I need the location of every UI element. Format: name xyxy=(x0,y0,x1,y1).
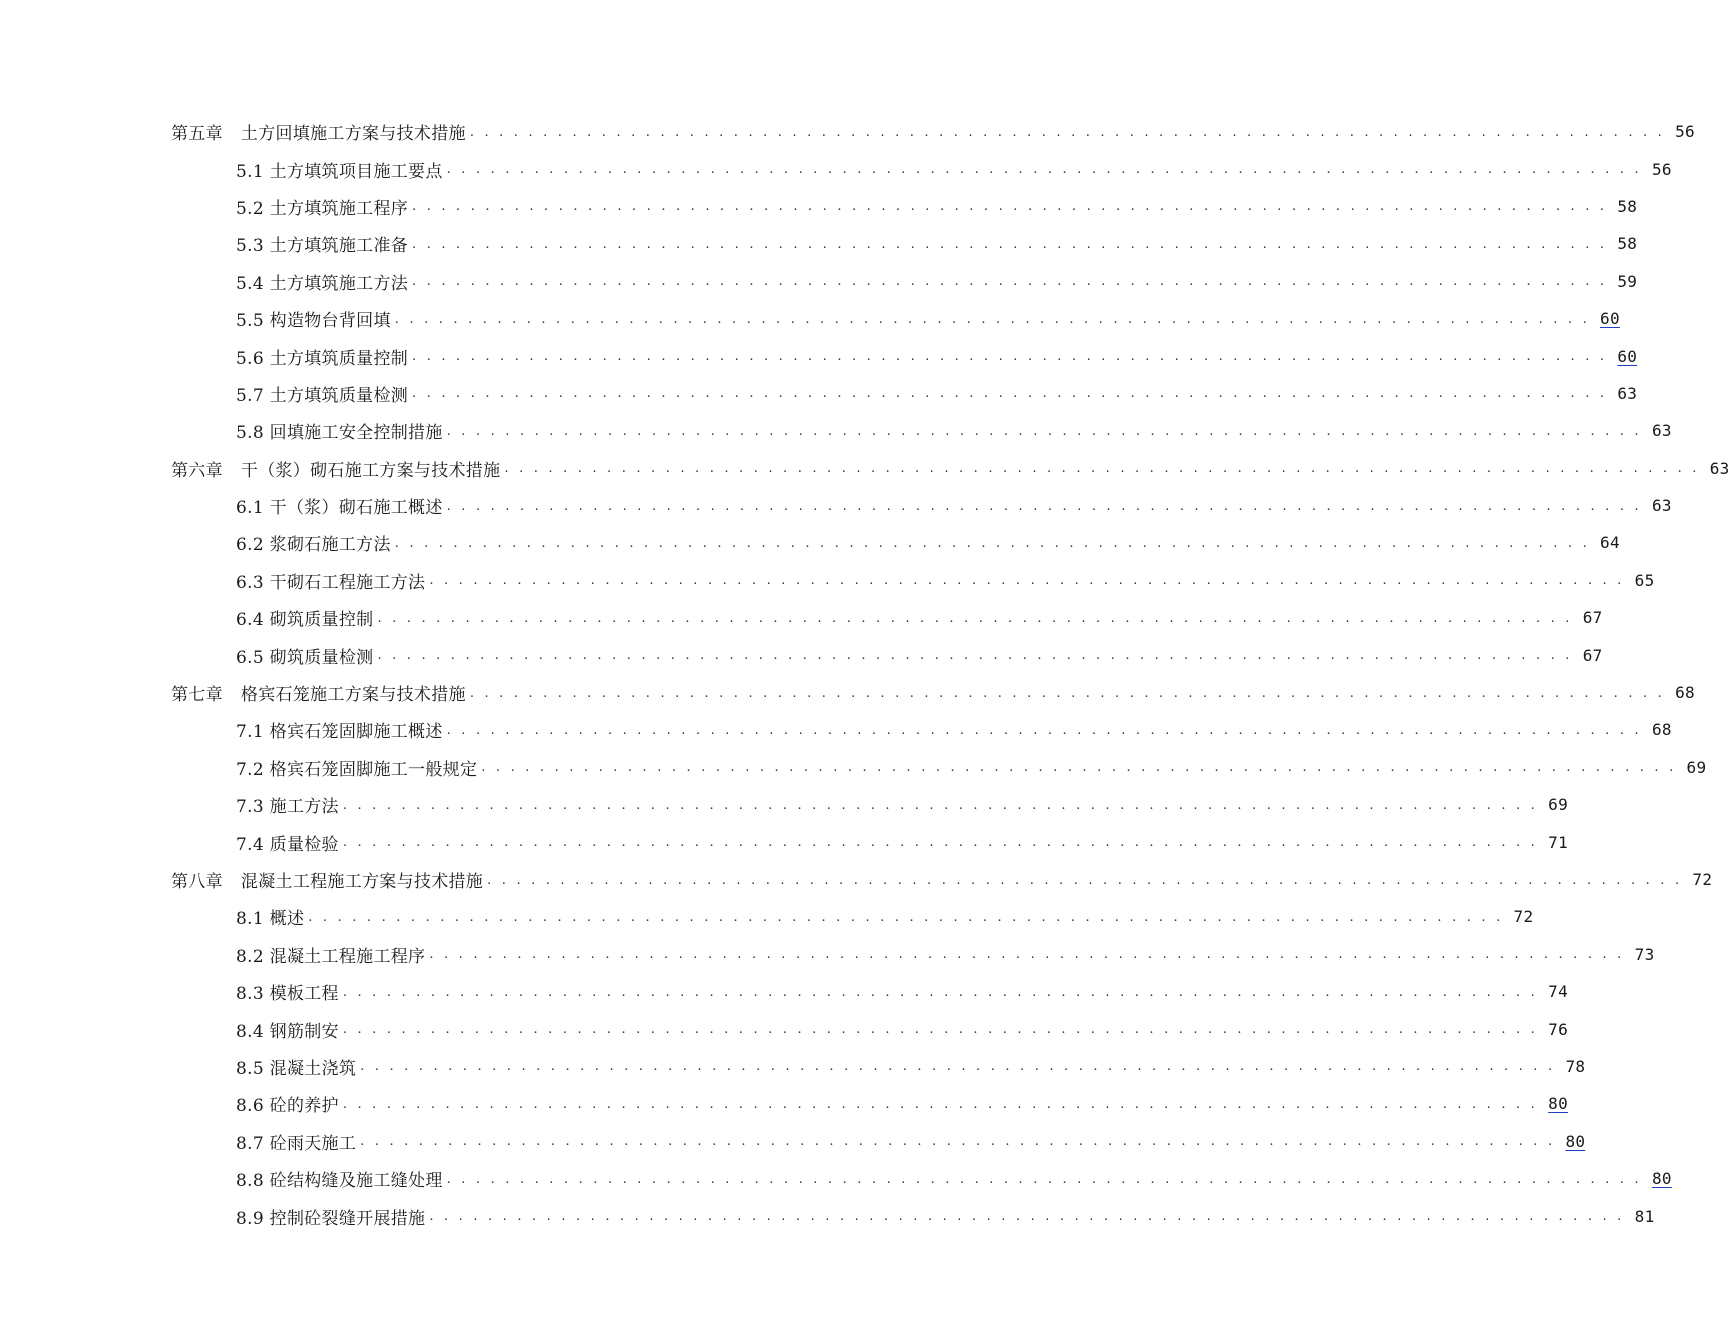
page-number: 67 xyxy=(1582,608,1603,628)
chapter-title: 土方回填施工方案与技术措施 xyxy=(240,124,466,145)
toc-entry-title: 7.3 施工方法 xyxy=(236,792,343,817)
chapter-number: 第八章 xyxy=(171,872,223,892)
dot-leader: . . . . . . . . . . . . . . . . . . . . . . . . . . . . . . . . . . . . . . . . . . . . . . . . . . . . . . . . . . . . . . . . . . . . . . . . . . . . . . . . . . xyxy=(360,1134,1556,1150)
table-of-contents xyxy=(0,113,1730,1235)
toc-entry-title: 6.1 干（浆）砌石施工概述 xyxy=(236,493,447,518)
toc-section-entry[interactable] xyxy=(0,337,1638,374)
page-number: 69 xyxy=(1548,795,1569,815)
toc-section-entry[interactable] xyxy=(0,936,1655,973)
page-number: 72 xyxy=(1513,907,1534,927)
page-number: 63 xyxy=(1617,383,1638,403)
toc-entry-title: 6.4 砌筑质量控制 xyxy=(236,605,377,630)
page-number: 58 xyxy=(1617,196,1638,216)
toc-entry-title: 5.8 回填施工安全控制措施 xyxy=(236,418,447,443)
dot-leader: . . . . . . . . . . . . . . . . . . . . . . . . . . . . . . . . . . . . . . . . . . . . . . . . . . . . . . . . . . . . . . . . . . . . . . . . . . . . . . . . . . xyxy=(342,1096,1539,1112)
toc-entry-title: 8.7 砼雨天施工 xyxy=(236,1129,360,1154)
page-number[interactable]: 80 xyxy=(1548,1094,1569,1114)
dot-leader: . . . . . . . . . . . . . . . . . . . . . . . . . . . . . . . . . . . . . . . . . . . . . . . . . . . . . . . . . . . . . . . . . . . . . . . . . . . . . . . . . . xyxy=(446,498,1642,514)
toc-entry-title: 8.4 钢筋制安 xyxy=(236,1017,343,1042)
dot-leader: . . . . . . . . . . . . . . . . . . . . . . . . . . . . . . . . . . . . . . . . . . . . . . . . . . . . . . . . . . . . . . . . . . . . . . . . . . . . . . . . . . xyxy=(481,760,1677,776)
toc-entry-title: 5.7 土方填筑质量检测 xyxy=(236,381,412,406)
toc-entry-title: 8.3 模板工程 xyxy=(236,979,343,1004)
page-number: 63 xyxy=(1709,458,1730,478)
dot-leader: . . . . . . . . . . . . . . . . . . . . . . . . . . . . . . . . . . . . . . . . . . . . . . . . . . . . . . . . . . . . . . . . . . . . . . . . . . . . . . . . . . xyxy=(342,797,1539,813)
toc-entry-title xyxy=(171,867,487,892)
dot-leader: . . . . . . . . . . . . . . . . . . . . . . . . . . . . . . . . . . . . . . . . . . . . . . . . . . . . . . . . . . . . . . . . . . . . . . . . . . . . . . . . . . xyxy=(342,1022,1539,1038)
toc-entry-title: 8.2 混凝土工程施工程序 xyxy=(236,942,429,967)
dot-leader: . . . . . . . . . . . . . . . . . . . . . . . . . . . . . . . . . . . . . . . . . . . . . . . . . . . . . . . . . . . . . . . . . . . . . . . . . . . . . . . . . . xyxy=(446,722,1642,738)
page-number: 71 xyxy=(1548,832,1569,852)
page-number: 63 xyxy=(1651,421,1672,441)
toc-section-entry[interactable] xyxy=(0,973,1569,1010)
toc-section-entry[interactable] xyxy=(0,898,1534,935)
toc-entry-title: 5.2 土方填筑施工程序 xyxy=(236,194,412,219)
toc-entry-title: 5.4 土方填筑施工方法 xyxy=(236,269,412,294)
chapter-title: 格宾石笼施工方案与技术措施 xyxy=(240,685,466,706)
toc-chapter-entry[interactable] xyxy=(0,861,1713,898)
dot-leader: . . . . . . . . . . . . . . . . . . . . . . . . . . . . . . . . . . . . . . . . . . . . . . . . . . . . . . . . . . . . . . . . . . . . . . . . . . . . . . . . . . xyxy=(504,461,1700,477)
dot-leader: . . . . . . . . . . . . . . . . . . . . . . . . . . . . . . . . . . . . . . . . . . . . . . . . . . . . . . . . . . . . . . . . . . . . . . . . . . . . . . . . . . xyxy=(429,947,1625,963)
dot-leader: . . . . . . . . . . . . . . . . . . . . . . . . . . . . . . . . . . . . . . . . . . . . . . . . . . . . . . . . . . . . . . . . . . . . . . . . . . . . . . . . . . xyxy=(308,909,1504,925)
dot-leader: . . . . . . . . . . . . . . . . . . . . . . . . . . . . . . . . . . . . . . . . . . . . . . . . . . . . . . . . . . . . . . . . . . . . . . . . . . . . . . . . . . xyxy=(342,984,1539,1000)
toc-entry-title: 8.1 概述 xyxy=(236,904,308,929)
toc-chapter-entry[interactable] xyxy=(0,450,1730,487)
toc-entry-title: 5.1 土方填筑项目施工要点 xyxy=(236,157,447,182)
page-number: 58 xyxy=(1617,234,1638,254)
dot-leader: . . . . . . . . . . . . . . . . . . . . . . . . . . . . . . . . . . . . . . . . . . . . . . . . . . . . . . . . . . . . . . . . . . . . . . . . . . . . . . . . . . xyxy=(360,1059,1556,1075)
toc-entry-title: 8.6 砼的养护 xyxy=(236,1091,343,1116)
toc-section-entry[interactable] xyxy=(0,375,1638,412)
page-number: 68 xyxy=(1651,720,1672,740)
toc-entry-title xyxy=(171,456,504,481)
page-number[interactable]: 80 xyxy=(1651,1169,1672,1189)
toc-entry-title: 8.8 砼结构缝及施工缝处理 xyxy=(236,1166,447,1191)
page-number: 76 xyxy=(1548,1019,1569,1039)
chapter-number: 第六章 xyxy=(171,460,223,481)
toc-section-entry[interactable] xyxy=(0,524,1620,561)
page-number: 73 xyxy=(1634,944,1655,964)
page-number: 68 xyxy=(1675,683,1695,703)
dot-leader: . . . . . . . . . . . . . . . . . . . . . . . . . . . . . . . . . . . . . . . . . . . . . . . . . . . . . . . . . . . . . . . . . . . . . . . . . . . . . . . . . . xyxy=(446,162,1642,178)
page-number: 72 xyxy=(1692,870,1713,889)
chapter-number: 第五章 xyxy=(171,124,223,145)
toc-entry-title: 8.5 混凝土浇筑 xyxy=(236,1054,360,1079)
dot-leader: . . . . . . . . . . . . . . . . . . . . . . . . . . . . . . . . . . . . . . . . . . . . . . . . . . . . . . . . . . . . . . . . . . . . . . . . . . . . . . . . . . xyxy=(377,648,1573,664)
page-number: 74 xyxy=(1548,982,1569,1002)
toc-entry-title: 5.5 构造物台背回填 xyxy=(236,306,395,331)
dot-leader: . . . . . . . . . . . . . . . . . . . . . . . . . . . . . . . . . . . . . . . . . . . . . . . . . . . . . . . . . . . . . . . . . . . . . . . . . . . . . . . . . . xyxy=(469,124,1665,140)
toc-section-entry[interactable] xyxy=(0,1048,1586,1085)
toc-section-entry[interactable] xyxy=(0,150,1672,187)
toc-entry-title: 6.3 干砌石工程施工方法 xyxy=(236,568,429,593)
toc-section-entry[interactable] xyxy=(0,786,1569,823)
page-number[interactable]: 60 xyxy=(1600,309,1620,329)
toc-section-entry[interactable] xyxy=(0,412,1672,449)
toc-section-entry[interactable] xyxy=(0,1085,1569,1122)
dot-leader: . . . . . . . . . . . . . . . . . . . . . . . . . . . . . . . . . . . . . . . . . . . . . . . . . . . . . . . . . . . . . . . . . . . . . . . . . . . . . . . . . . xyxy=(412,274,1608,290)
dot-leader: . . . . . . . . . . . . . . . . . . . . . . . . . . . . . . . . . . . . . . . . . . . . . . . . . . . . . . . . . . . . . . . . . . . . . . . . . . . . . . . . . . xyxy=(394,535,1590,551)
toc-section-entry[interactable] xyxy=(0,1197,1655,1234)
chapter-number: 第七章 xyxy=(171,685,223,706)
dot-leader: . . . . . . . . . . . . . . . . . . . . . . . . . . . . . . . . . . . . . . . . . . . . . . . . . . . . . . . . . . . . . . . . . . . . . . . . . . . . . . . . . . xyxy=(446,423,1642,439)
toc-section-entry[interactable] xyxy=(0,636,1603,673)
page-number: 63 xyxy=(1651,496,1672,516)
page-number: 78 xyxy=(1565,1056,1586,1076)
toc-section-entry[interactable] xyxy=(0,1010,1569,1047)
page-number: 81 xyxy=(1634,1206,1655,1226)
dot-leader: . . . . . . . . . . . . . . . . . . . . . . . . . . . . . . . . . . . . . . . . . . . . . . . . . . . . . . . . . . . . . . . . . . . . . . . . . . . . . . . . . . xyxy=(412,386,1608,402)
chapter-title: 混凝土工程施工方案与技术措施 xyxy=(240,872,484,892)
toc-section-entry[interactable] xyxy=(0,711,1672,748)
page-number: 69 xyxy=(1686,757,1707,777)
page-number: 67 xyxy=(1582,645,1603,665)
toc-entry-title: 6.2 浆砌石施工方法 xyxy=(236,530,395,555)
toc-section-entry[interactable] xyxy=(0,823,1569,860)
toc-entry-title: 7.2 格宾石笼固脚施工一般规定 xyxy=(236,755,481,780)
page-number: 56 xyxy=(1675,122,1695,142)
toc-entry-title: 7.1 格宾石笼固脚施工概述 xyxy=(236,717,447,742)
toc-section-entry[interactable] xyxy=(0,1160,1672,1197)
toc-chapter-entry[interactable] xyxy=(0,674,1695,711)
dot-leader: . . . . . . . . . . . . . . . . . . . . . . . . . . . . . . . . . . . . . . . . . . . . . . . . . . . . . . . . . . . . . . . . . . . . . . . . . . . . . . . . . . xyxy=(412,349,1608,365)
toc-section-entry[interactable] xyxy=(0,263,1638,300)
toc-chapter-entry[interactable] xyxy=(0,113,1695,150)
dot-leader: . . . . . . . . . . . . . . . . . . . . . . . . . . . . . . . . . . . . . . . . . . . . . . . . . . . . . . . . . . . . . . . . . . . . . . . . . . . . . . . . . . xyxy=(429,573,1625,589)
dot-leader: . . . . . . . . . . . . . . . . . . . . . . . . . . . . . . . . . . . . . . . . . . . . . . . . . . . . . . . . . . . . . . . . . . . . . . . . . . . . . . . . . . xyxy=(377,610,1573,626)
toc-entry-title: 5.6 土方填筑质量控制 xyxy=(236,344,412,369)
dot-leader: . . . . . . . . . . . . . . . . . . . . . . . . . . . . . . . . . . . . . . . . . . . . . . . . . . . . . . . . . . . . . . . . . . . . . . . . . . . . . . . . . . xyxy=(446,1171,1642,1187)
page-number: 56 xyxy=(1651,159,1672,179)
dot-leader: . . . . . . . . . . . . . . . . . . . . . . . . . . . . . . . . . . . . . . . . . . . . . . . . . . . . . . . . . . . . . . . . . . . . . . . . . . . . . . . . . . xyxy=(394,311,1590,327)
page-number: 64 xyxy=(1600,533,1620,553)
page-number[interactable]: 80 xyxy=(1565,1131,1586,1151)
toc-section-entry[interactable] xyxy=(0,487,1672,524)
chapter-title: 干（浆）砌石施工方案与技术措施 xyxy=(240,460,501,481)
toc-section-entry[interactable] xyxy=(0,749,1707,786)
toc-section-entry[interactable] xyxy=(0,188,1638,225)
page-number: 59 xyxy=(1617,271,1638,291)
toc-section-entry[interactable] xyxy=(0,562,1655,599)
page-number: 65 xyxy=(1634,570,1655,590)
dot-leader: . . . . . . . . . . . . . . . . . . . . . . . . . . . . . . . . . . . . . . . . . . . . . . . . . . . . . . . . . . . . . . . . . . . . . . . . . . . . . . . . . . xyxy=(412,236,1608,252)
toc-entry-title: 5.3 土方填筑施工准备 xyxy=(236,231,412,256)
toc-section-entry[interactable] xyxy=(0,225,1638,262)
dot-leader: . . . . . . . . . . . . . . . . . . . . . . . . . . . . . . . . . . . . . . . . . . . . . . . . . . . . . . . . . . . . . . . . . . . . . . . . . . . . . . . . . . xyxy=(412,199,1608,215)
toc-section-entry[interactable] xyxy=(0,300,1620,337)
toc-section-entry[interactable] xyxy=(0,599,1603,636)
toc-entry-title: 6.5 砌筑质量检测 xyxy=(236,643,377,668)
dot-leader: . . . . . . . . . . . . . . . . . . . . . . . . . . . . . . . . . . . . . . . . . . . . . . . . . . . . . . . . . . . . . . . . . . . . . . . . . . . . . . . . . . xyxy=(469,685,1665,701)
toc-section-entry[interactable] xyxy=(0,1123,1586,1160)
toc-entry-title: 8.9 控制砼裂缝开展措施 xyxy=(236,1204,429,1229)
toc-entry-title: 7.4 质量检验 xyxy=(236,830,343,855)
toc-entry-title xyxy=(171,119,470,144)
dot-leader: . . . . . . . . . . . . . . . . . . . . . . . . . . . . . . . . . . . . . . . . . . . . . . . . . . . . . . . . . . . . . . . . . . . . . . . . . . . . . . . . . . xyxy=(342,835,1539,851)
page-number[interactable]: 60 xyxy=(1617,346,1638,366)
dot-leader: . . . . . . . . . . . . . . . . . . . . . . . . . . . . . . . . . . . . . . . . . . . . . . . . . . . . . . . . . . . . . . . . . . . . . . . . . . . . . . . . . . xyxy=(429,1209,1625,1225)
toc-entry-title xyxy=(171,680,470,705)
dot-leader: . . . . . . . . . . . . . . . . . . . . . . . . . . . . . . . . . . . . . . . . . . . . . . . . . . . . . . . . . . . . . . . . . . . . . . . . . . . . . . . . . . xyxy=(487,872,1683,888)
